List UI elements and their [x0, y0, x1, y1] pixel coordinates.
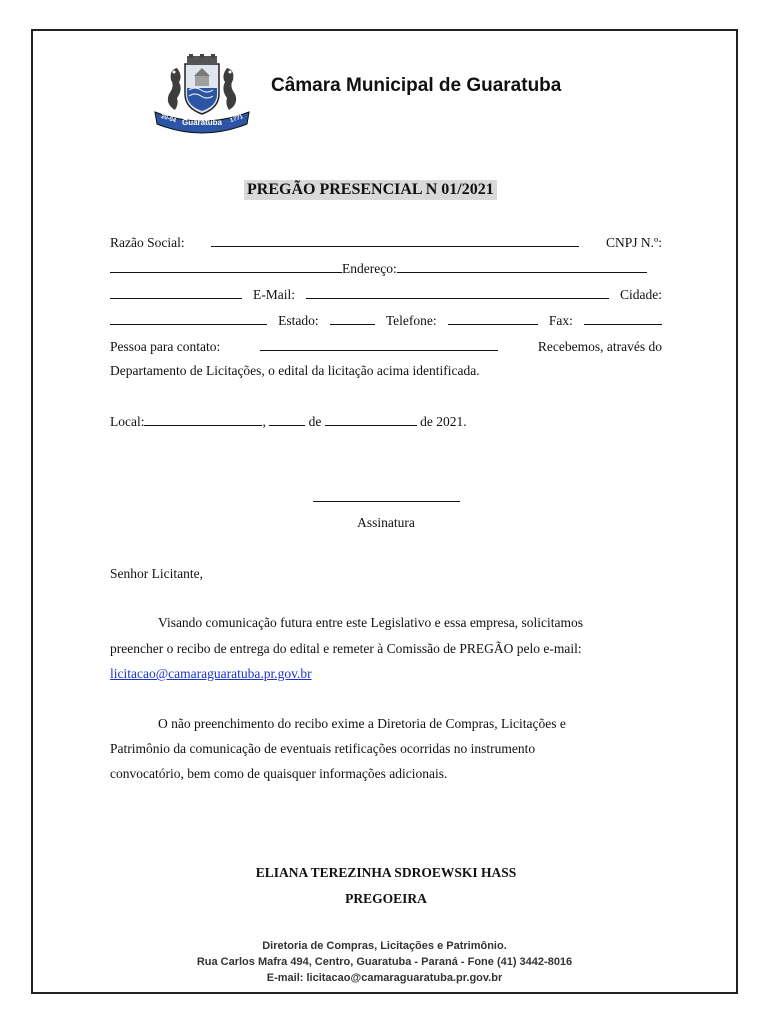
fax-label: Fax: [548, 313, 573, 328]
paragraph2-line2: Patrimônio da comunicação de eventuais retificações ocorridas no instrumento [110, 741, 536, 756]
local-comma: , [262, 414, 266, 429]
footer-line-2: Rua Carlos Mafra 494, Centro, Guaratuba - Paraná - Fone (41) 3442-8016 [196, 956, 573, 968]
endereco-blank [397, 261, 647, 273]
signature-line [313, 501, 460, 502]
cnpj-label: CNPJ N.º: [606, 235, 662, 250]
email-link-line [110, 666, 662, 682]
razao-social-blank [211, 235, 579, 247]
fax-blank [584, 313, 662, 325]
local-date-line [110, 414, 662, 430]
footer-line-3: E-mail: licitacao@camaraguaratuba.pr.gov.br [266, 972, 503, 984]
svg-text:Guaratuba: Guaratuba [181, 118, 223, 127]
departamento-text: Departamento de Licitações, o edital da licitação acima identificada. [110, 363, 480, 378]
pessoa-contato-label: Pessoa para contato: [110, 339, 221, 354]
year-label: de 2021. [420, 414, 467, 429]
paragraph2-line3: convocatório, bem como de quaisquer informações adicionais. [110, 766, 448, 781]
paragraph1-line2: preencher o recibo de entrega do edital e remeter à Comissão de PREGÃO pelo e-mail: [110, 641, 582, 656]
endereco-label: Endereço: [342, 261, 397, 276]
footer-line-1: Diretoria de Compras, Licitações e Patrimônio. [262, 940, 507, 952]
email-blank [306, 287, 609, 299]
recebemos-text: Recebemos, através do [537, 339, 662, 354]
estado-blank [330, 313, 375, 325]
de-label: de [308, 414, 322, 429]
form-line-estado [110, 313, 662, 329]
cidade-label: Cidade: [620, 287, 662, 302]
form-line-endereco [110, 261, 662, 277]
telefone-label: Telefone: [385, 313, 437, 328]
document-title: PREGÃO PRESENCIAL N 01/2021 [244, 180, 497, 200]
pessoa-contato-blank [260, 339, 498, 351]
paragraph1-line1: Visando comunicação futura entre este Legislativo e essa empresa, solicitamos [158, 615, 584, 630]
municipal-crest-logo [151, 54, 253, 134]
email-link[interactable]: licitacao@camaraguaratuba.pr.gov.br [110, 666, 312, 681]
day-blank [269, 414, 305, 426]
telefone-blank [448, 313, 538, 325]
local-label: Local: [110, 414, 145, 429]
signature-label: Assinatura [357, 515, 415, 530]
form-line-email [110, 287, 662, 303]
svg-text:20-04: 20-04 [160, 113, 177, 125]
estado-label: Estado: [278, 313, 319, 328]
cnpj-blank [110, 261, 342, 273]
form-line-contato [110, 339, 662, 355]
greeting: Senhor Licitante, [110, 566, 203, 581]
document-page [31, 29, 738, 994]
signer-name: ELIANA TEREZINHA SDROEWSKI HASS [255, 865, 517, 880]
signer-role: PREGOEIRA [345, 891, 427, 906]
form-line-razao-social [110, 235, 662, 251]
paragraph2-line1: O não preenchimento do recibo exime a Diretoria de Compras, Licitações e [158, 716, 566, 731]
svg-text:1771: 1771 [229, 114, 244, 124]
organization-name: Câmara Municipal de Guaratuba [271, 75, 562, 96]
email-label: E-Mail: [253, 287, 295, 302]
cidade-blank [110, 313, 267, 325]
endereco-blank-continued [110, 287, 242, 299]
razao-social-label: Razão Social: [110, 235, 185, 250]
local-blank [144, 414, 262, 426]
month-blank [325, 414, 417, 426]
